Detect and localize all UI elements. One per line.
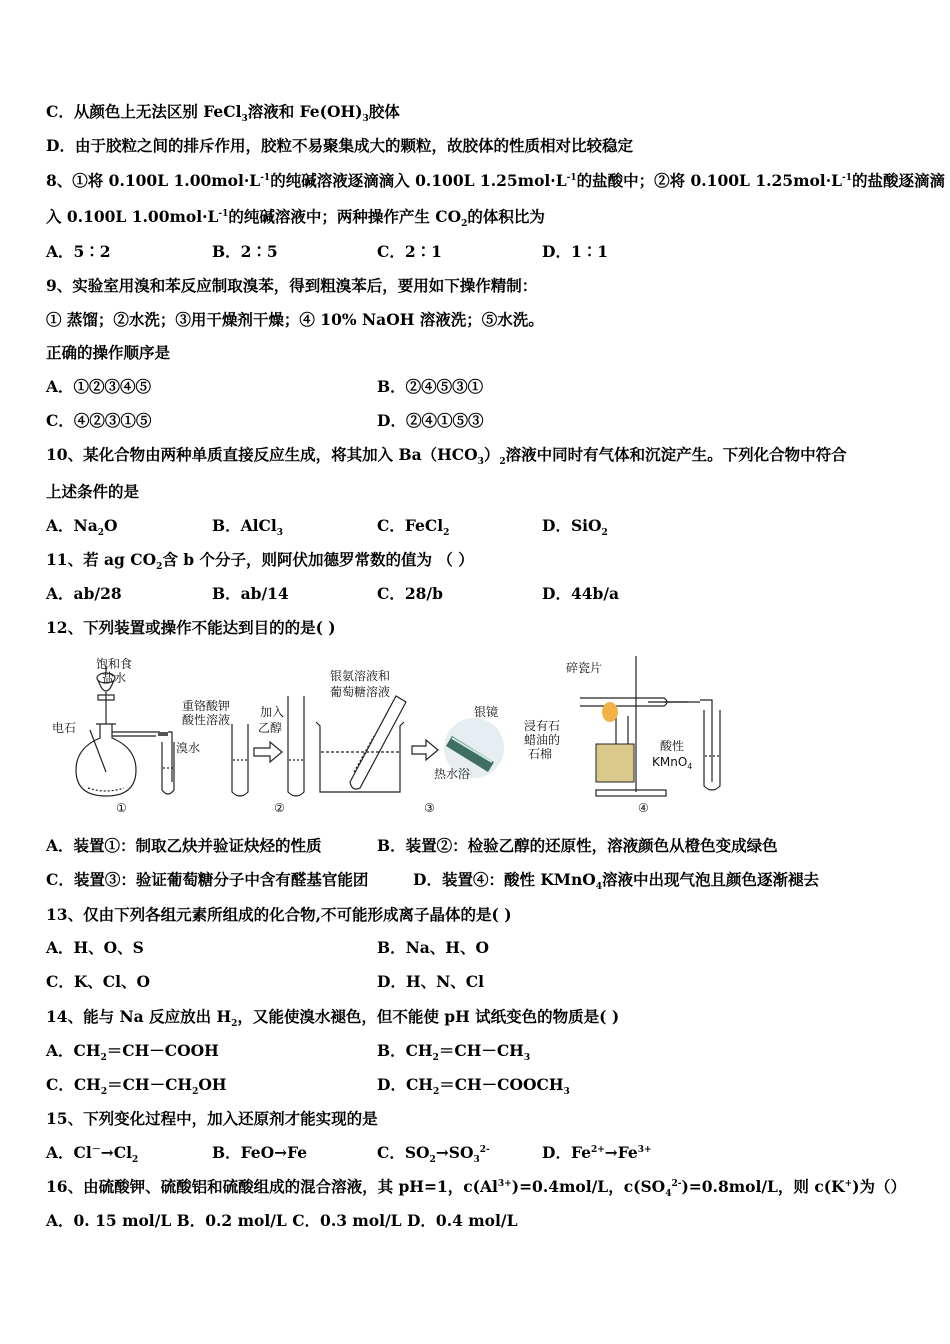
q9-option-c: C．④②③①⑤ [46, 411, 152, 430]
q15-stem: 15、下列变化过程中，加入还原剂才能实现的是 [46, 1109, 378, 1128]
label-dichromate-2: 酸性溶液 [182, 713, 231, 727]
q12-stem: 12、下列装置或操作不能达到目的的是( ) [46, 618, 336, 637]
q14-stem: 14、能与 Na 反应放出 $H_2$，又能使溴水褪色，但不能使 pH 试纸变色的物质是( ) [46, 1007, 620, 1030]
label-kmno4-1: 酸性 [660, 739, 685, 753]
q12-option-b: B．装置②：检验乙醇的还原性，溶液颜色从橙色变成绿色 [377, 836, 778, 855]
label-brine-1: 饱和食 [96, 657, 133, 671]
q12-option-c: C．装置③：验证葡萄糖分子中含有醛基官能团 [46, 870, 369, 889]
label-kmno4-2: KMnO$_4$ [652, 755, 693, 771]
q16-options: A．0. 15 mol/L B．0.2 mol/L C．0.3 mol/L D．0.4 mol/L [46, 1211, 518, 1230]
q14-option-c: C．$CH_2=CH-CH_2OH$ [46, 1075, 227, 1098]
q13-option-b: B．Na、H、O [377, 938, 489, 957]
q12-option-d: D．装置④：酸性 KMnO$_4$溶液中出现气泡且颜色逐渐褪去 [413, 870, 820, 893]
q9-option-b: B．②④⑤③① [377, 377, 484, 396]
label-asbestos-1: 浸有石 [524, 719, 561, 733]
q12-apparatus-figure [48, 652, 738, 820]
q7-option-c: C．从颜色上无法区别 FeCl$_3$溶液和 $Fe(OH)_3$胶体 [46, 102, 400, 125]
q8-option-b: B．2∶5 [212, 242, 278, 261]
label-asbestos-3: 石棉 [528, 747, 553, 761]
q15-option-d: D．$Fe^{2+}\to Fe^{3+}$ [542, 1143, 652, 1162]
q10-option-d: D．SiO$_2$ [542, 516, 608, 539]
q9-option-a: A．①②③④⑤ [46, 377, 152, 396]
q16-stem: 16、由硫酸钾、硫酸铝和硫酸组成的混合溶液，其 pH=1，$c(Al^{3+})=0.4mol/L$，$c(SO_4^{2-})=0.8mol/L$，则 c(K+)为（） [46, 1177, 906, 1200]
q13-option-d: D．H、N、Cl [377, 972, 484, 991]
label-asbestos-2: 蜡油的 [524, 733, 561, 747]
q8-option-d: D．1∶1 [542, 242, 609, 261]
label-porcelain: 碎瓷片 [566, 661, 603, 675]
label-brine-2: 盐水 [102, 671, 127, 685]
q8-option-c: C．2∶1 [377, 242, 442, 261]
q9-ask: 正确的操作顺序是 [46, 343, 171, 362]
q11-option-d: D．44b/a [542, 584, 620, 603]
label-carbide: 电石 [52, 721, 77, 735]
q10-stem-line1: 10、某化合物由两种单质直接反应生成，将其加入 $Ba(HCO_3)_2$溶液中同时有气体和沉淀产生。下列化合物中符合 [46, 445, 847, 468]
q15-option-b: B．FeO→Fe [212, 1143, 308, 1162]
q11-option-b: B．ab/14 [212, 584, 289, 603]
q11-stem: 11、若 ag $CO_2$含 b 个分子，则阿伏加德罗常数的值为 （ ） [46, 550, 474, 573]
q14-option-b: B．$CH_2=CH-CH_3$ [377, 1041, 531, 1064]
label-dichromate-1: 重铬酸钾 [182, 699, 231, 713]
label-apparatus-2: ② [274, 801, 285, 815]
q11-option-c: C．28/b [377, 584, 443, 603]
q9-steps: ① 蒸馏；②水洗；③用干燥剂干燥；④ 10% NaOH 溶液洗；⑤水洗。 [46, 310, 544, 329]
q7-option-d: D．由于胶粒之间的排斥作用，胶粒不易聚集成大的颗粒，故胶体的性质相对比较稳定 [46, 136, 633, 155]
q10-option-b: B．AlCl$_3$ [212, 516, 284, 539]
q9-option-d: D．②④①⑤③ [377, 411, 484, 430]
label-silver-ammonia: 银氨溶液和 [330, 669, 391, 683]
q15-option-c: C．$SO_2\to SO_3^{2-}$ [377, 1143, 490, 1166]
q10-option-a: A．$Na_2O$ [46, 516, 118, 539]
label-apparatus-4: ④ [638, 801, 649, 815]
q9-stem: 9、实验室用溴和苯反应制取溴苯，得到粗溴苯后，要用如下操作精制： [46, 276, 538, 295]
q11-option-a: A．ab/28 [46, 584, 122, 603]
apparatus-1 [76, 666, 174, 796]
label-bromine-water: 溴水 [176, 741, 201, 755]
apparatus-3 [316, 696, 438, 792]
q12-option-a: A．装置①：制取乙炔并验证炔烃的性质 [46, 836, 322, 855]
label-hot-water-bath: 热水浴 [434, 767, 471, 781]
q8-stem-line2: 入 0.100L $1.00mol\cdot L^{-1}$的纯碱溶液中；两种操作产生 $CO_2$的体积比为 [46, 207, 545, 230]
q14-option-a: A．$CH_2=CH-COOH$ [46, 1041, 219, 1064]
q15-option-a: A．$Cl^-\to Cl_2$ [46, 1143, 139, 1166]
q8-stem-line1: 8、①将 0.100L $1.00mol\cdot L^{-1}$的纯碱溶液逐滴滴入 0.100L $1.25mol\cdot L^{-1}$的盐酸中；②将 0.100L $1.25mol\cdot L^{-1}$的盐酸逐滴滴 [46, 171, 946, 190]
label-silver-mirror: 银镜 [474, 705, 499, 719]
q13-option-c: C．K、Cl、O [46, 972, 151, 991]
q13-stem: 13、仅由下列各组元素所组成的化合物,不可能形成离子晶体的是( ) [46, 905, 512, 924]
label-glucose: 葡萄糖溶液 [330, 685, 391, 699]
label-apparatus-3: ③ [424, 801, 435, 815]
q13-option-a: A．H、O、S [46, 938, 144, 957]
label-add-2: 乙醇 [258, 721, 283, 735]
label-apparatus-1: ① [116, 801, 127, 815]
label-add-1: 加入 [260, 705, 285, 719]
q8-option-a: A．5∶2 [46, 242, 111, 261]
q14-option-d: D．$CH_2=CH-COOCH_3$ [377, 1075, 570, 1098]
q10-option-c: C．FeCl$_2$ [377, 516, 450, 539]
q10-stem-line2: 上述条件的是 [46, 482, 140, 501]
